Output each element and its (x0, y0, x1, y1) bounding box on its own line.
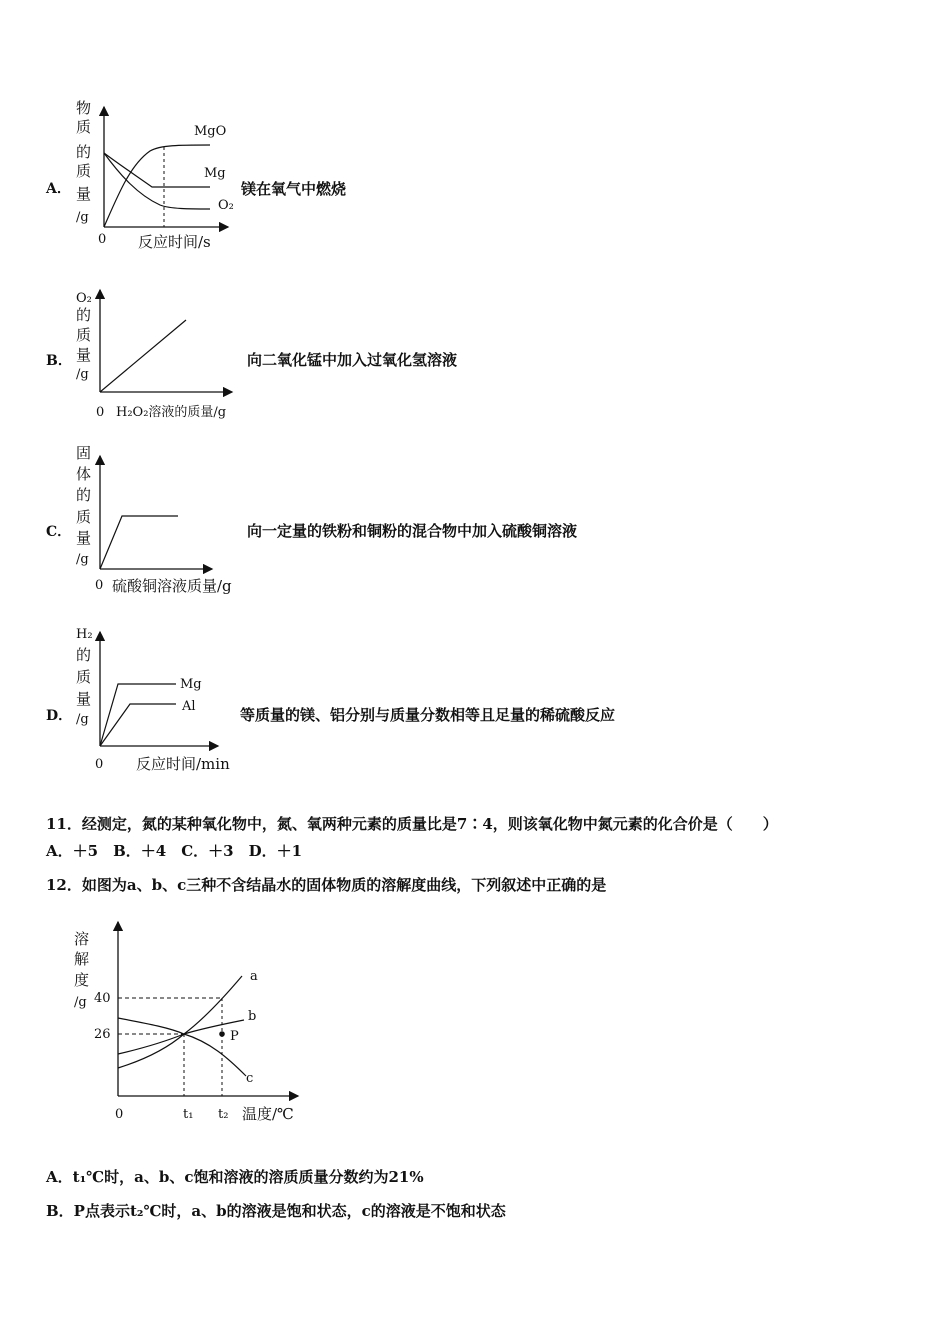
graph-a-ylabel-3: 的 (76, 143, 92, 161)
graph-b-ylabel-4: 量 (76, 346, 92, 364)
graph-d-ylabel-3: 质 (76, 668, 92, 686)
graph-d-line-mg (100, 684, 176, 746)
graph-c (60, 438, 250, 598)
graph-d-label-al: Al (182, 699, 196, 714)
graph-a-label-o2: O₂ (218, 198, 234, 213)
graph-d (60, 622, 250, 777)
graph-a (60, 95, 240, 255)
graph-b-ylabel-2: 的 (76, 306, 92, 324)
graph-a-label-mgo: MgO (194, 124, 227, 139)
graph-b (60, 280, 250, 425)
graph-c-ylabel-3: 的 (76, 486, 92, 504)
graph-c-description: 向一定量的铁粉和铜粉的混合物中加入硫酸铜溶液 (247, 522, 578, 540)
graph-b-description: 向二氧化锰中加入过氧化氢溶液 (247, 351, 458, 369)
graph-a-curve-o2 (104, 153, 210, 209)
solubility-ylabel-4: /g (74, 995, 87, 1010)
graph-c-xlabel: 硫酸铜溶液质量/g (112, 577, 232, 595)
graph-a-ylabel-4: 质 (76, 162, 92, 180)
question-11-options: A．＋5 B．＋4 C．＋3 D．＋1 (46, 842, 303, 860)
graph-a-label-mg: Mg (204, 166, 226, 181)
graph-a-ylabel-2: 质 (76, 118, 92, 136)
graph-d-ylabel-2: 的 (76, 646, 92, 664)
graph-c-ylabel-2: 体 (76, 465, 92, 483)
option-a-label: A． (46, 181, 71, 197)
graph-a-description: 镁在氧气中燃烧 (241, 180, 347, 198)
graph-a-origin: 0 (98, 232, 107, 247)
question-11-stem: 11．经测定，氮的某种氧化物中，氮、氧两种元素的质量比是7∶4，则该氧化物中氮元素的化合价是（ ） (46, 815, 778, 833)
question-12-option-a: A．t₁℃时，a、b、c饱和溶液的溶质质量分数约为21% (46, 1168, 424, 1186)
option-d-label: D． (46, 708, 73, 724)
solubility-ylabel-2: 解 (74, 950, 90, 968)
question-12-stem: 12．如图为a、b、c三种不含结晶水的固体物质的溶解度曲线，下列叙述中正确的是 (46, 876, 607, 894)
graph-b-ylabel-3: 质 (76, 326, 92, 344)
graph-a-ylabel-6: /g (76, 210, 89, 225)
graph-c-ylabel-1: 固 (76, 444, 92, 462)
solubility-label-b: b (248, 1009, 257, 1024)
graph-a-curve-mg (104, 153, 210, 187)
graph-d-ylabel-1: H₂ (76, 627, 93, 642)
solubility-label-a: a (250, 969, 258, 984)
graph-a-xlabel: 反应时间/s (138, 233, 211, 251)
solubility-tick-40: 40 (94, 991, 111, 1006)
solubility-origin: 0 (115, 1107, 124, 1122)
solubility-point-p (219, 1031, 225, 1037)
graph-d-ylabel-5: /g (76, 712, 89, 727)
graph-a-curve-mgo (104, 145, 210, 227)
graph-a-ylabel-1: 物 (76, 99, 92, 117)
solubility-tick-t2: t₂ (218, 1107, 229, 1122)
graph-b-xlabel: H₂O₂溶液的质量/g (116, 405, 227, 420)
solubility-graph (60, 912, 310, 1132)
solubility-tick-26: 26 (94, 1027, 111, 1042)
graph-b-line (100, 320, 186, 392)
graph-c-origin: 0 (95, 578, 104, 593)
solubility-label-p: P (230, 1029, 239, 1044)
graph-c-line (100, 516, 178, 569)
solubility-tick-t1: t₁ (183, 1107, 194, 1122)
graph-c-ylabel-6: /g (76, 552, 89, 567)
graph-d-description: 等质量的镁、铝分别与质量分数相等且足量的稀硫酸反应 (240, 706, 616, 724)
graph-d-line-al (100, 704, 176, 746)
graph-c-ylabel-4: 质 (76, 508, 92, 526)
question-12-option-b: B．P点表示t₂℃时，a、b的溶液是饱和状态，c的溶液是不饱和状态 (46, 1202, 506, 1220)
graph-d-ylabel-4: 量 (76, 690, 92, 708)
solubility-curve-c (118, 1018, 246, 1076)
option-c-label: C． (46, 524, 72, 540)
solubility-ylabel-3: 度 (74, 971, 90, 989)
graph-c-ylabel-5: 量 (76, 529, 92, 547)
graph-d-xlabel: 反应时间/min (136, 755, 230, 773)
solubility-label-c: c (246, 1071, 254, 1086)
graph-b-ylabel-1: O₂ (76, 291, 92, 306)
graph-d-origin: 0 (95, 757, 104, 772)
graph-d-label-mg: Mg (180, 677, 202, 692)
graph-a-ylabel-5: 量 (76, 185, 92, 203)
solubility-ylabel-1: 溶 (74, 930, 90, 948)
graph-b-origin: 0 (96, 405, 105, 420)
graph-b-ylabel-5: /g (76, 367, 89, 382)
option-b-label: B． (46, 353, 72, 369)
solubility-xlabel: 温度/℃ (242, 1105, 294, 1123)
